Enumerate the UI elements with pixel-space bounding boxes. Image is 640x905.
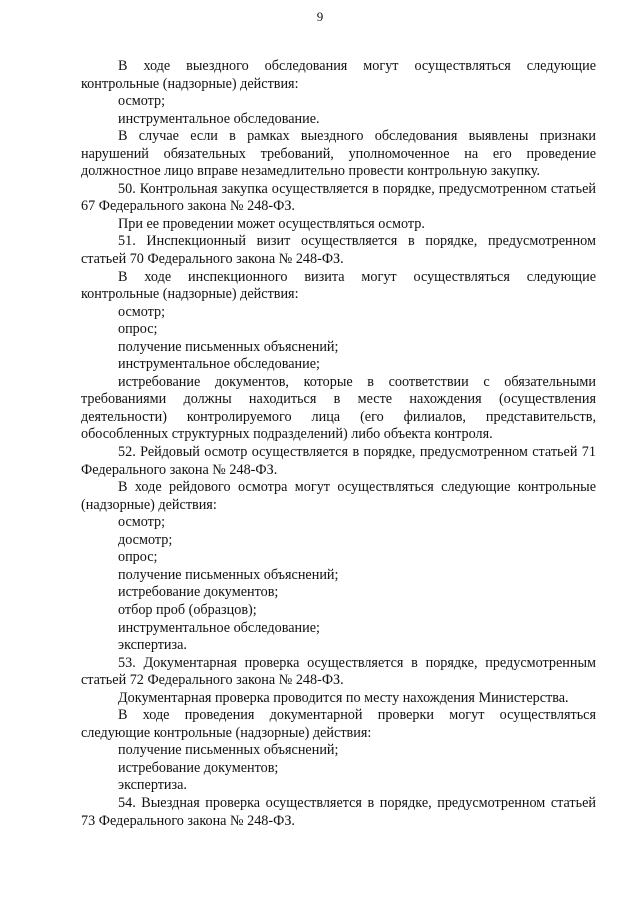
list-item: осмотр; xyxy=(118,514,166,531)
list-item: получение письменных объяснений; xyxy=(118,338,339,355)
list-item: экспертиза. xyxy=(118,777,187,794)
list-item: получение письменных объяснений; xyxy=(118,566,339,583)
page-number: 9 xyxy=(316,9,324,24)
paragraph: В ходе инспекционного визита могут осуществляться следующие контрольные (надзорные) действия: xyxy=(81,268,596,303)
list-item: При ее проведении может осуществляться осмотр. xyxy=(118,215,425,232)
list-item: истребование документов; xyxy=(118,584,279,601)
list-item: инструментальное обследование. xyxy=(118,110,320,127)
list-item: опрос; xyxy=(118,549,158,566)
paragraph: 51. Инспекционный визит осуществляется в порядке, предусмотренном статьей 70 Федерального закона № 248-ФЗ. xyxy=(81,233,596,268)
document-body xyxy=(81,58,596,830)
paragraph: 50. Контрольная закупка осуществляется в порядке, предусмотренном статьей 67 Федерального закона № 248-ФЗ. xyxy=(81,180,596,215)
list-item: осмотр; xyxy=(118,93,166,110)
list-item: получение письменных объяснений; xyxy=(118,742,339,759)
list-item: отбор проб (образцов); xyxy=(118,601,257,618)
list-item: осмотр; xyxy=(118,303,166,320)
paragraph: 52. Рейдовый осмотр осуществляется в порядке, предусмотренном статьей 71 Федерального закона № 248-ФЗ. xyxy=(81,444,596,478)
paragraph: 53. Документарная проверка осуществляется в порядке, предусмотренным статьей 72 Федерального закона № 248-ФЗ. xyxy=(81,654,596,689)
list-item: экспертиза. xyxy=(118,637,187,654)
paragraph: истребование документов, которые в соответствии с обязательными требованиями должны находиться в месте нахождения (осуществления деятельности) контролируемого лица (его филиалов, представительств, обособленных структурных подразделений) либо объекта контроля. xyxy=(81,373,596,443)
list-item: инструментальное обследование; xyxy=(118,619,320,636)
list-item: Документарная проверка проводится по месту нахождения Министерства. xyxy=(118,689,569,706)
list-item: досмотр; xyxy=(118,531,173,548)
paragraph: В случае если в рамках выездного обследования выявлены признаки нарушений обязательных требований, уполномоченное на его проведение должностное лицо вправе незамедлительно провести контрольную закупку. xyxy=(81,128,596,180)
paragraph: В ходе выездного обследования могут осуществляться следующие контрольные (надзорные) действия: xyxy=(81,58,596,92)
list-item: инструментальное обследование; xyxy=(118,356,320,373)
paragraph: В ходе проведения документарной проверки могут осуществляться следующие контрольные (надзорные) действия: xyxy=(81,707,596,741)
list-item: опрос; xyxy=(118,321,158,338)
paragraph: 54. Выездная проверка осуществляется в порядке, предусмотренном статьей 73 Федерального закона № 248-ФЗ. xyxy=(81,794,596,829)
list-item: истребование документов; xyxy=(118,759,279,776)
paragraph: В ходе рейдового осмотра могут осуществляться следующие контрольные (надзорные) действия: xyxy=(81,479,596,513)
